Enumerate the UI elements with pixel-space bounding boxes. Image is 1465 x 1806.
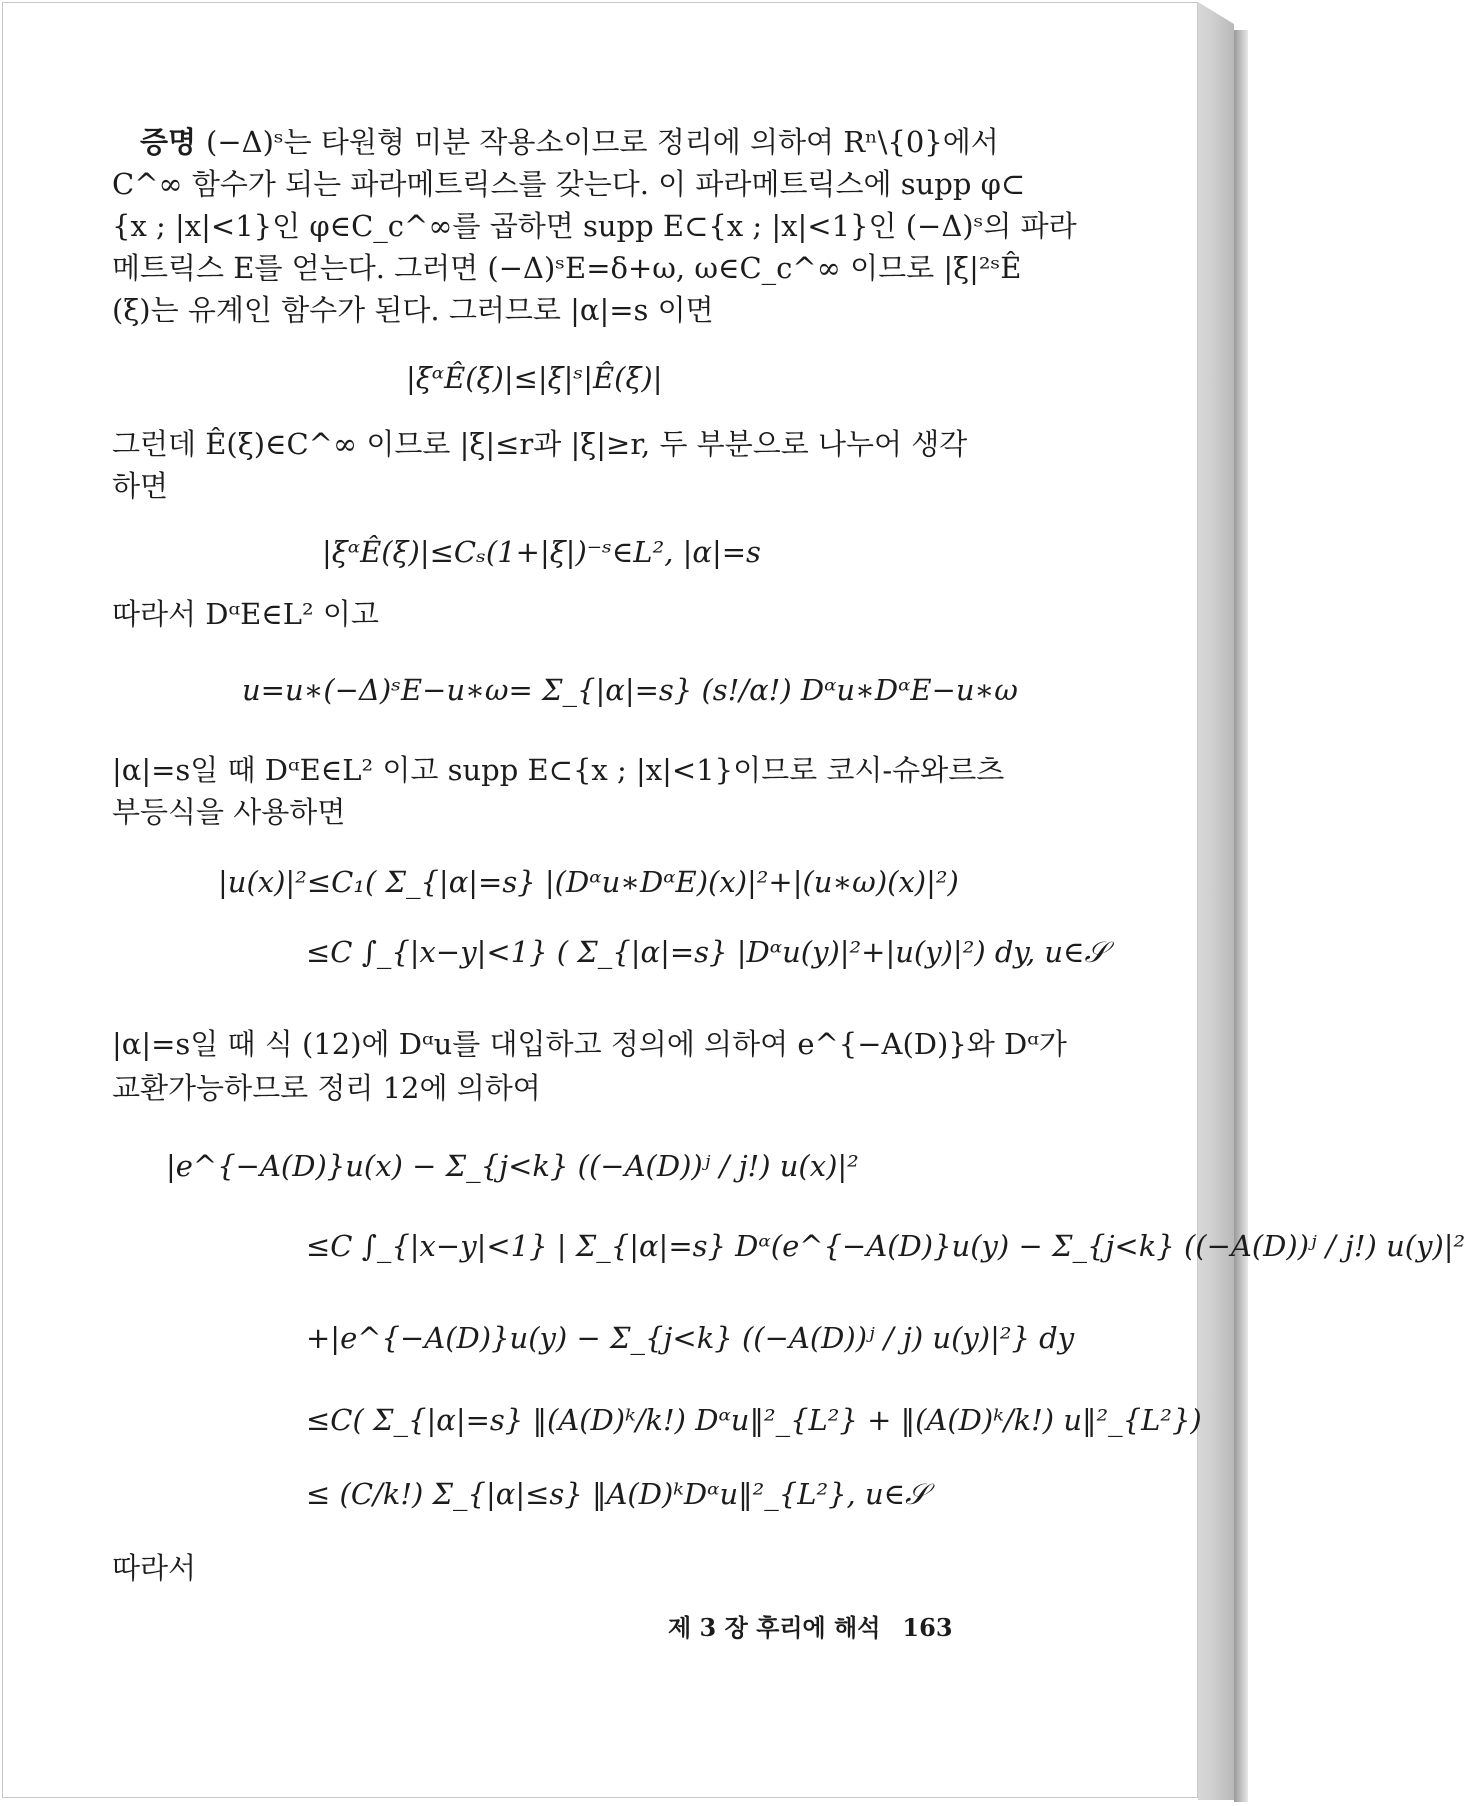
- equation: ≤ (C/k!) Σ_{|α|≤s} ‖A(D)ᵏDᵅu‖²_{L²}, u∈𝒮: [306, 1477, 928, 1511]
- equation: |u(x)|²≤C₁( Σ_{|α|=s} |(Dᵅu∗DᵅE)(x)|²+|(u∗ω)(x)|²): [218, 865, 959, 899]
- equation: ≤C ∫_{|x−y|<1} | Σ_{|α|=s} Dᵅ(e^{−A(D)}u(y) − Σ_{j<k} ((−A(D))ʲ / j!) u(y)|²: [306, 1229, 1465, 1263]
- page-footer: [668, 1610, 953, 1646]
- text-line: 따라서 DᵅE∈L² 이고: [112, 597, 379, 631]
- proof-label: 증명: [140, 125, 197, 159]
- chapter-title: 제 3 장 후리에 해석: [668, 1613, 881, 1642]
- text-line: 부등식을 사용하면: [112, 795, 346, 829]
- page-stack-edge: [1198, 2, 1234, 1800]
- page-number: 163: [902, 1613, 953, 1642]
- equation: ≤C( Σ_{|α|=s} ‖(A(D)ᵏ/k!) Dᵅu‖²_{L²} + ‖(A(D)ᵏ/k!) u‖²_{L²}): [306, 1403, 1202, 1437]
- text-line: 교환가능하므로 정리 12에 의하여: [112, 1071, 541, 1105]
- text-line: {x ; |x|<1}인 φ∈C_c^∞를 곱하면 supp E⊂{x ; |x|<1}인 (−Δ)ˢ의 파라: [112, 209, 1077, 243]
- text-line: C^∞ 함수가 되는 파라메트릭스를 갖는다. 이 파라메트릭스에 supp φ⊂: [112, 167, 1026, 201]
- text-line: 메트릭스 E를 얻는다. 그러면 (−Δ)ˢE=δ+ω, ω∈C_c^∞ 이므로 |ξ|²ˢÊ: [112, 251, 1022, 285]
- text-line: 하면: [112, 469, 169, 503]
- page-shadow: [1234, 30, 1248, 1802]
- equation: |ξᵅÊ(ξ)|≤|ξ|ˢ|Ê(ξ)|: [406, 361, 663, 395]
- text-line: (ξ)는 유계인 함수가 된다. 그러므로 |α|=s 이면: [112, 293, 714, 327]
- equation: +|e^{−A(D)}u(y) − Σ_{j<k} ((−A(D))ʲ / j) u(y)|²} dy: [306, 1321, 1075, 1355]
- text-line: |α|=s일 때 DᵅE∈L² 이고 supp E⊂{x ; |x|<1}이므로 코시-슈와르츠: [112, 753, 1005, 787]
- equation: |e^{−A(D)}u(x) − Σ_{j<k} ((−A(D))ʲ / j!) u(x)|²: [166, 1149, 859, 1183]
- equation: u=u∗(−Δ)ˢE−u∗ω= Σ_{|α|=s} (s!/α!) Dᵅu∗DᵅE−u∗ω: [242, 673, 1018, 707]
- text-line: 그런데 Ê(ξ)∈C^∞ 이므로 |ξ|≤r과 |ξ|≥r, 두 부분으로 나누어 생각: [112, 427, 968, 461]
- text-line: 따라서: [112, 1551, 197, 1585]
- text-line: 증명 (−Δ)ˢ는 타원형 미분 작용소이므로 정리에 의하여 Rⁿ\{0}에서: [140, 125, 999, 159]
- equation: |ξᵅÊ(ξ)|≤Cₛ(1+|ξ|)⁻ˢ∈L², |α|=s: [322, 535, 761, 569]
- text-line: |α|=s일 때 식 (12)에 Dᵅu를 대입하고 정의에 의하여 e^{−A(D)}와 Dᵅ가: [112, 1027, 1067, 1061]
- equation: ≤C ∫_{|x−y|<1} ( Σ_{|α|=s} |Dᵅu(y)|²+|u(y)|²) dy, u∈𝒮: [306, 935, 1107, 969]
